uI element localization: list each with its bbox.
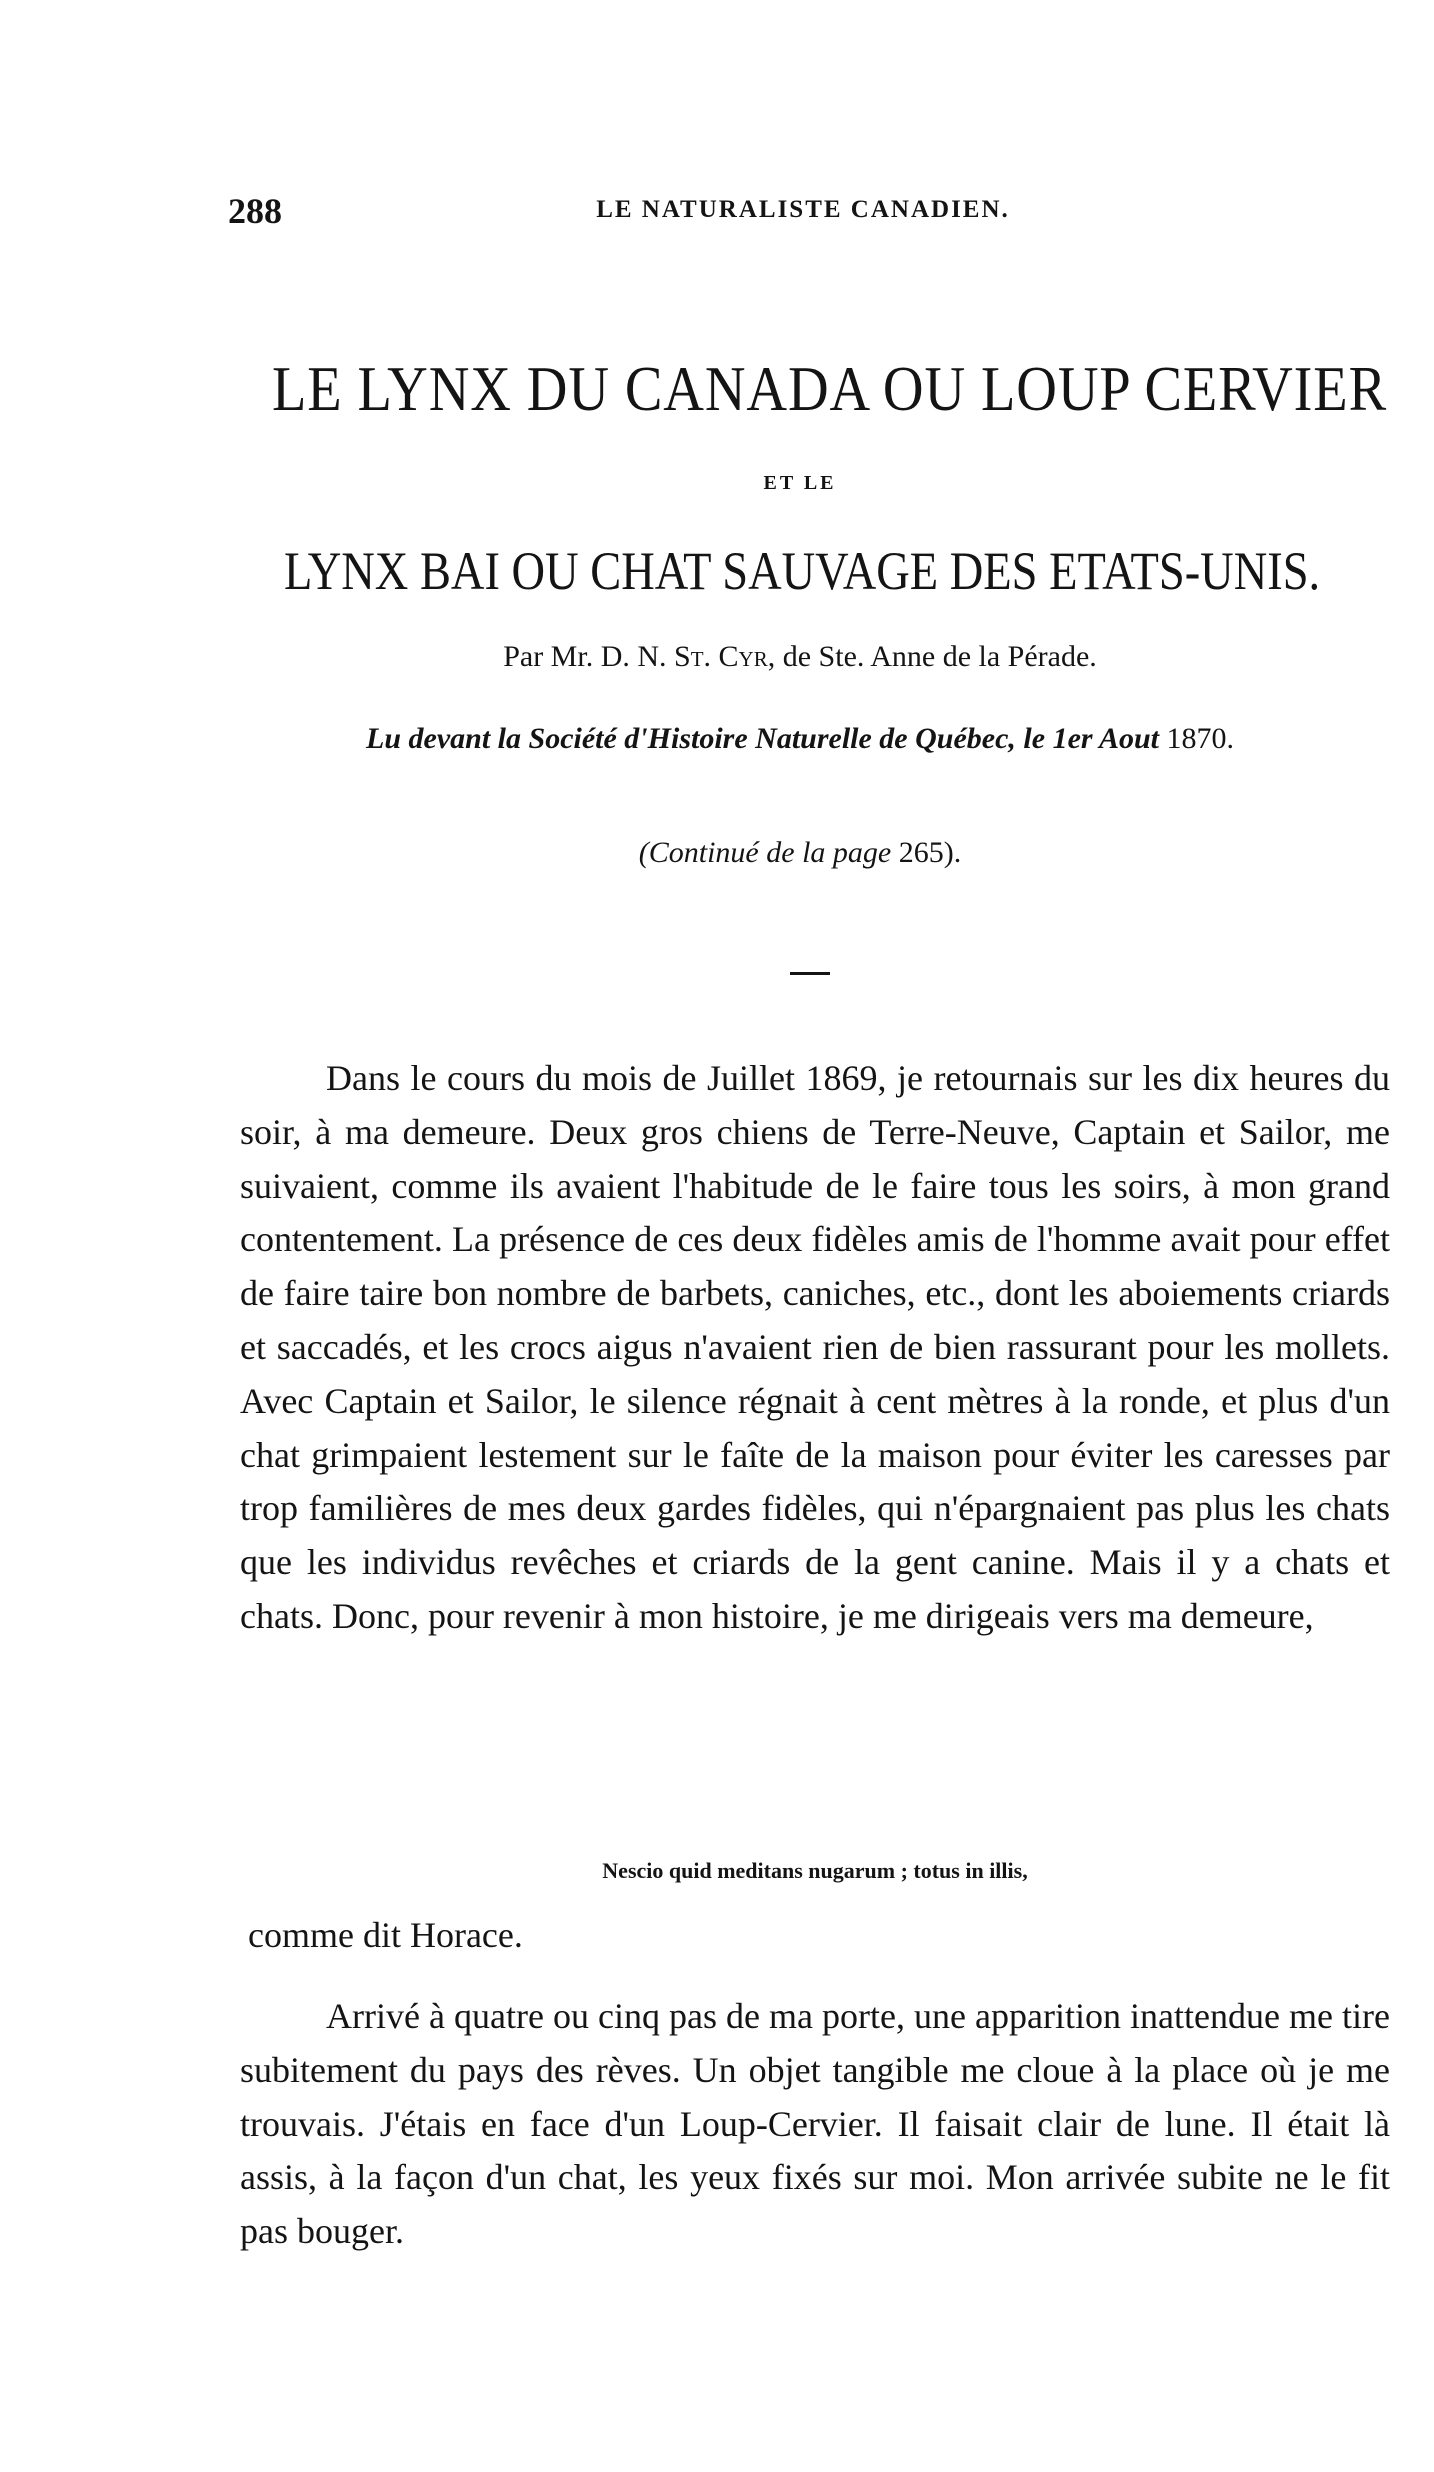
body-paragraph-1: [240, 1052, 1390, 1644]
continued-page: 265).: [891, 836, 962, 869]
latin-quote: Nescio quid meditans nugarum ; totus in illis,: [602, 1858, 1028, 1883]
author-prefix: Par Mr. D. N.: [503, 640, 675, 673]
paragraph-text: Arrivé à quatre ou cinq pas de ma porte, une apparition inattendue me tire subitement du pays des rèves. Un objet tangible me cloue à la place où je me trouvais. J'étais en face d'un Loup-Cervier. Il faisait clair de lune. Il était là assis, à la façon d'un chat, les yeux fixés sur moi. Mon arrivée subite ne le fit pas bouger.: [240, 1996, 1390, 2252]
page-number: 288: [228, 191, 282, 231]
article-title: LE LYNX DU CANADA OU LOUP CERVIER: [272, 353, 1388, 424]
journal-title: LE NATURALISTE CANADIEN.: [596, 196, 1010, 223]
body-paragraph-2: [240, 1990, 1390, 2259]
continued-note: [200, 836, 1400, 870]
quote-attribution: comme dit Horace.: [248, 1915, 523, 1955]
read-before-text: Lu devant la Société d'Histoire Naturelle de Québec, le 1er Aout: [366, 722, 1159, 755]
article-subtitle: LYNX BAI OU CHAT SAUVAGE DES ETATS-UNIS.: [284, 541, 1321, 601]
author-line: [200, 640, 1400, 674]
author-suffix: de Ste. Anne de la Pérade.: [775, 640, 1097, 673]
paragraph-text: Dans le cours du mois de Juillet 1869, je retournais sur les dix heures du soir, à ma demeure. Deux gros chiens de Terre-Neuve, Captain et Sailor, me suivaient, comme ils avaient l'habitude de le faire tous les soirs, à mon grand contentement. La présence de ces deux fidèles amis de l'homme avait pour effet de faire taire bon nombre de barbets, caniches, etc., dont les aboiements criards et saccadés, et les crocs aigus n'avaient rien de bien rassurant pour les mollets. Avec Captain et Sailor, le silence régnait à cent mètres à la ronde, et plus d'un chat grimpaient lestement sur le faîte de la maison pour éviter les caresses par trop familières de mes deux gardes fidèles, qui n'épargnaient pas plus les chats que les individus revêches et criards de la gent canine. Mais il y a chats et chats. Donc, pour revenir à mon histoire, je me dirigeais vers ma demeure,: [240, 1058, 1390, 1636]
read-before-year: 1870.: [1158, 722, 1234, 755]
running-header: [228, 190, 1378, 240]
section-rule: [790, 972, 830, 975]
read-before-line: [200, 722, 1400, 756]
author-name: St. Cyr,: [674, 640, 776, 673]
title-connector: ET LE: [763, 472, 837, 494]
continued-prefix: (Continué de la page: [638, 836, 892, 869]
